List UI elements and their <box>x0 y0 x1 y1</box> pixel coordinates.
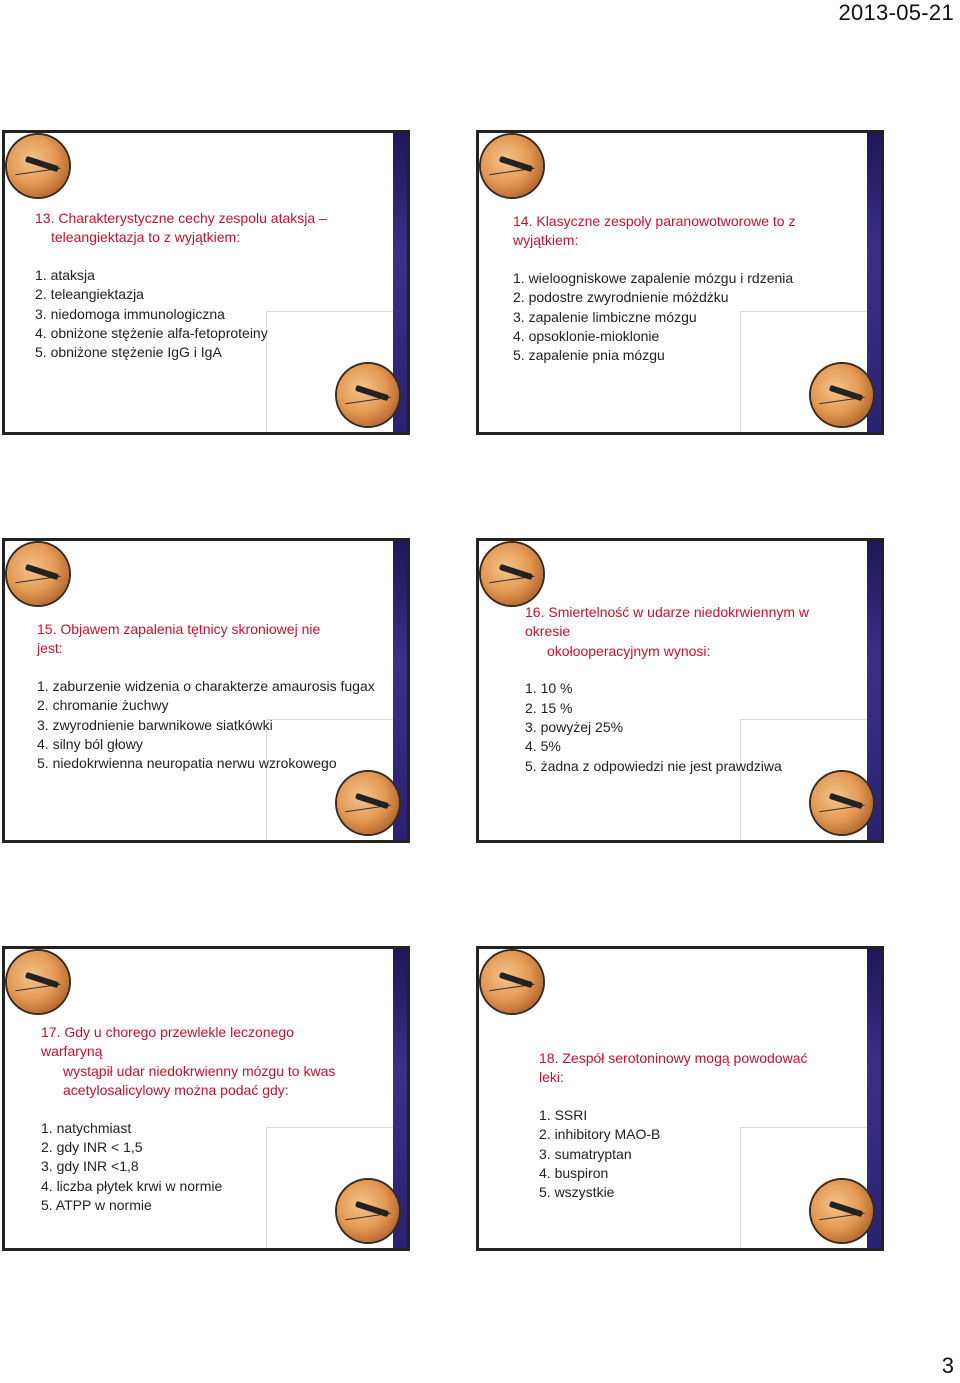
answer: 5. wszystkie <box>539 1184 615 1201</box>
answer-list <box>35 266 347 363</box>
answer-list <box>41 1119 347 1216</box>
answer: 5. ATPP w normie <box>41 1197 152 1214</box>
answer: 3. zwyrodnienie barwnikowe siatkówki <box>37 716 273 733</box>
answer: 2. podostre zwyrodnienie móżdżku <box>513 289 729 306</box>
answer: 1. SSRI <box>539 1106 588 1123</box>
question: 17. Gdy u chorego przewlekle leczonego warfaryną wystąpił udar niedokrwienny mózgu to kwas acetylosalicylowy można podać gdy: <box>41 1024 336 1099</box>
answer: 4. obniżone stężenie alfa-fetoproteiny <box>35 325 268 342</box>
logo-icon <box>337 772 399 834</box>
slide-17 <box>2 946 410 1251</box>
answer-list <box>525 679 821 776</box>
slide-18 <box>476 946 884 1251</box>
question: 18. Zespół serotoninowy mogą powodować leki: <box>539 1050 808 1086</box>
answer: 4. buspiron <box>539 1165 609 1182</box>
answer: 2. teleangiektazja <box>35 286 144 303</box>
logo-icon <box>811 364 873 426</box>
question: 14. Klasyczne zespoły paranowotworowe to z wyjątkiem: <box>513 213 796 249</box>
slide-16 <box>476 538 884 843</box>
answer: 1. ataksja <box>35 266 95 283</box>
answer: 5. zapalenie pnia mózgu <box>513 347 665 364</box>
logo-icon <box>481 135 543 197</box>
answer-list <box>513 269 821 366</box>
answer: 1. zaburzenie widzenia o charakterze amaurosis fugax <box>37 677 375 694</box>
logo-icon <box>7 951 69 1013</box>
answer: 1. natychmiast <box>41 1119 132 1136</box>
answer: 5. żadna z odpowiedzi nie jest prawdziwa <box>525 757 782 774</box>
answer: 2. 15 % <box>525 699 573 716</box>
logo-icon <box>337 364 399 426</box>
answer: 2. inhibitory MAO-B <box>539 1126 661 1143</box>
answer-list <box>37 677 375 774</box>
logo-icon <box>811 772 873 834</box>
answer: 4. silny ból głowy <box>37 736 143 753</box>
answer: 4. opsoklonie-mioklonie <box>513 328 660 345</box>
answer: 3. zapalenie limbiczne mózgu <box>513 308 697 325</box>
question: 15. Objawem zapalenia tętnicy skroniowej nie jest: <box>37 621 321 657</box>
question: 16. Smiertelność w udarze niedokrwiennym w okresie okołooperacyjnym wynosi: <box>525 604 810 659</box>
answer: 4. liczba płytek krwi w normie <box>41 1177 223 1194</box>
slide-14 <box>476 130 884 435</box>
answer: 3. niedomoga immunologiczna <box>35 305 225 322</box>
answer: 3. sumatryptan <box>539 1145 632 1162</box>
page-date: 2013-05-21 <box>838 0 954 25</box>
logo-icon <box>7 135 69 197</box>
answer: 2. chromanie żuchwy <box>37 697 169 714</box>
slide-13 <box>2 130 410 435</box>
logo-icon <box>7 543 69 605</box>
answer: 3. gdy INR <1,8 <box>41 1158 139 1175</box>
answer: 3. powyżej 25% <box>525 719 624 736</box>
answer: 5. obniżone stężenie IgG i IgA <box>35 344 222 361</box>
logo-icon <box>481 951 543 1013</box>
answer: 1. wieloogniskowe zapalenie mózgu i rdzenia <box>513 269 794 286</box>
logo-icon <box>481 543 543 605</box>
slide-15 <box>2 538 410 843</box>
answer: 2. gdy INR < 1,5 <box>41 1139 143 1156</box>
question: 13. Charakterystyczne cechy zespolu ataksja – teleangiektazja to z wyjątkiem: <box>35 210 327 246</box>
answer: 1. 10 % <box>525 680 573 697</box>
page-number: 3 <box>941 1353 954 1378</box>
answer: 5. niedokrwienna neuropatia nerwu wzrokowego <box>37 755 337 772</box>
answer: 4. 5% <box>525 738 561 755</box>
answer-list <box>539 1106 821 1203</box>
